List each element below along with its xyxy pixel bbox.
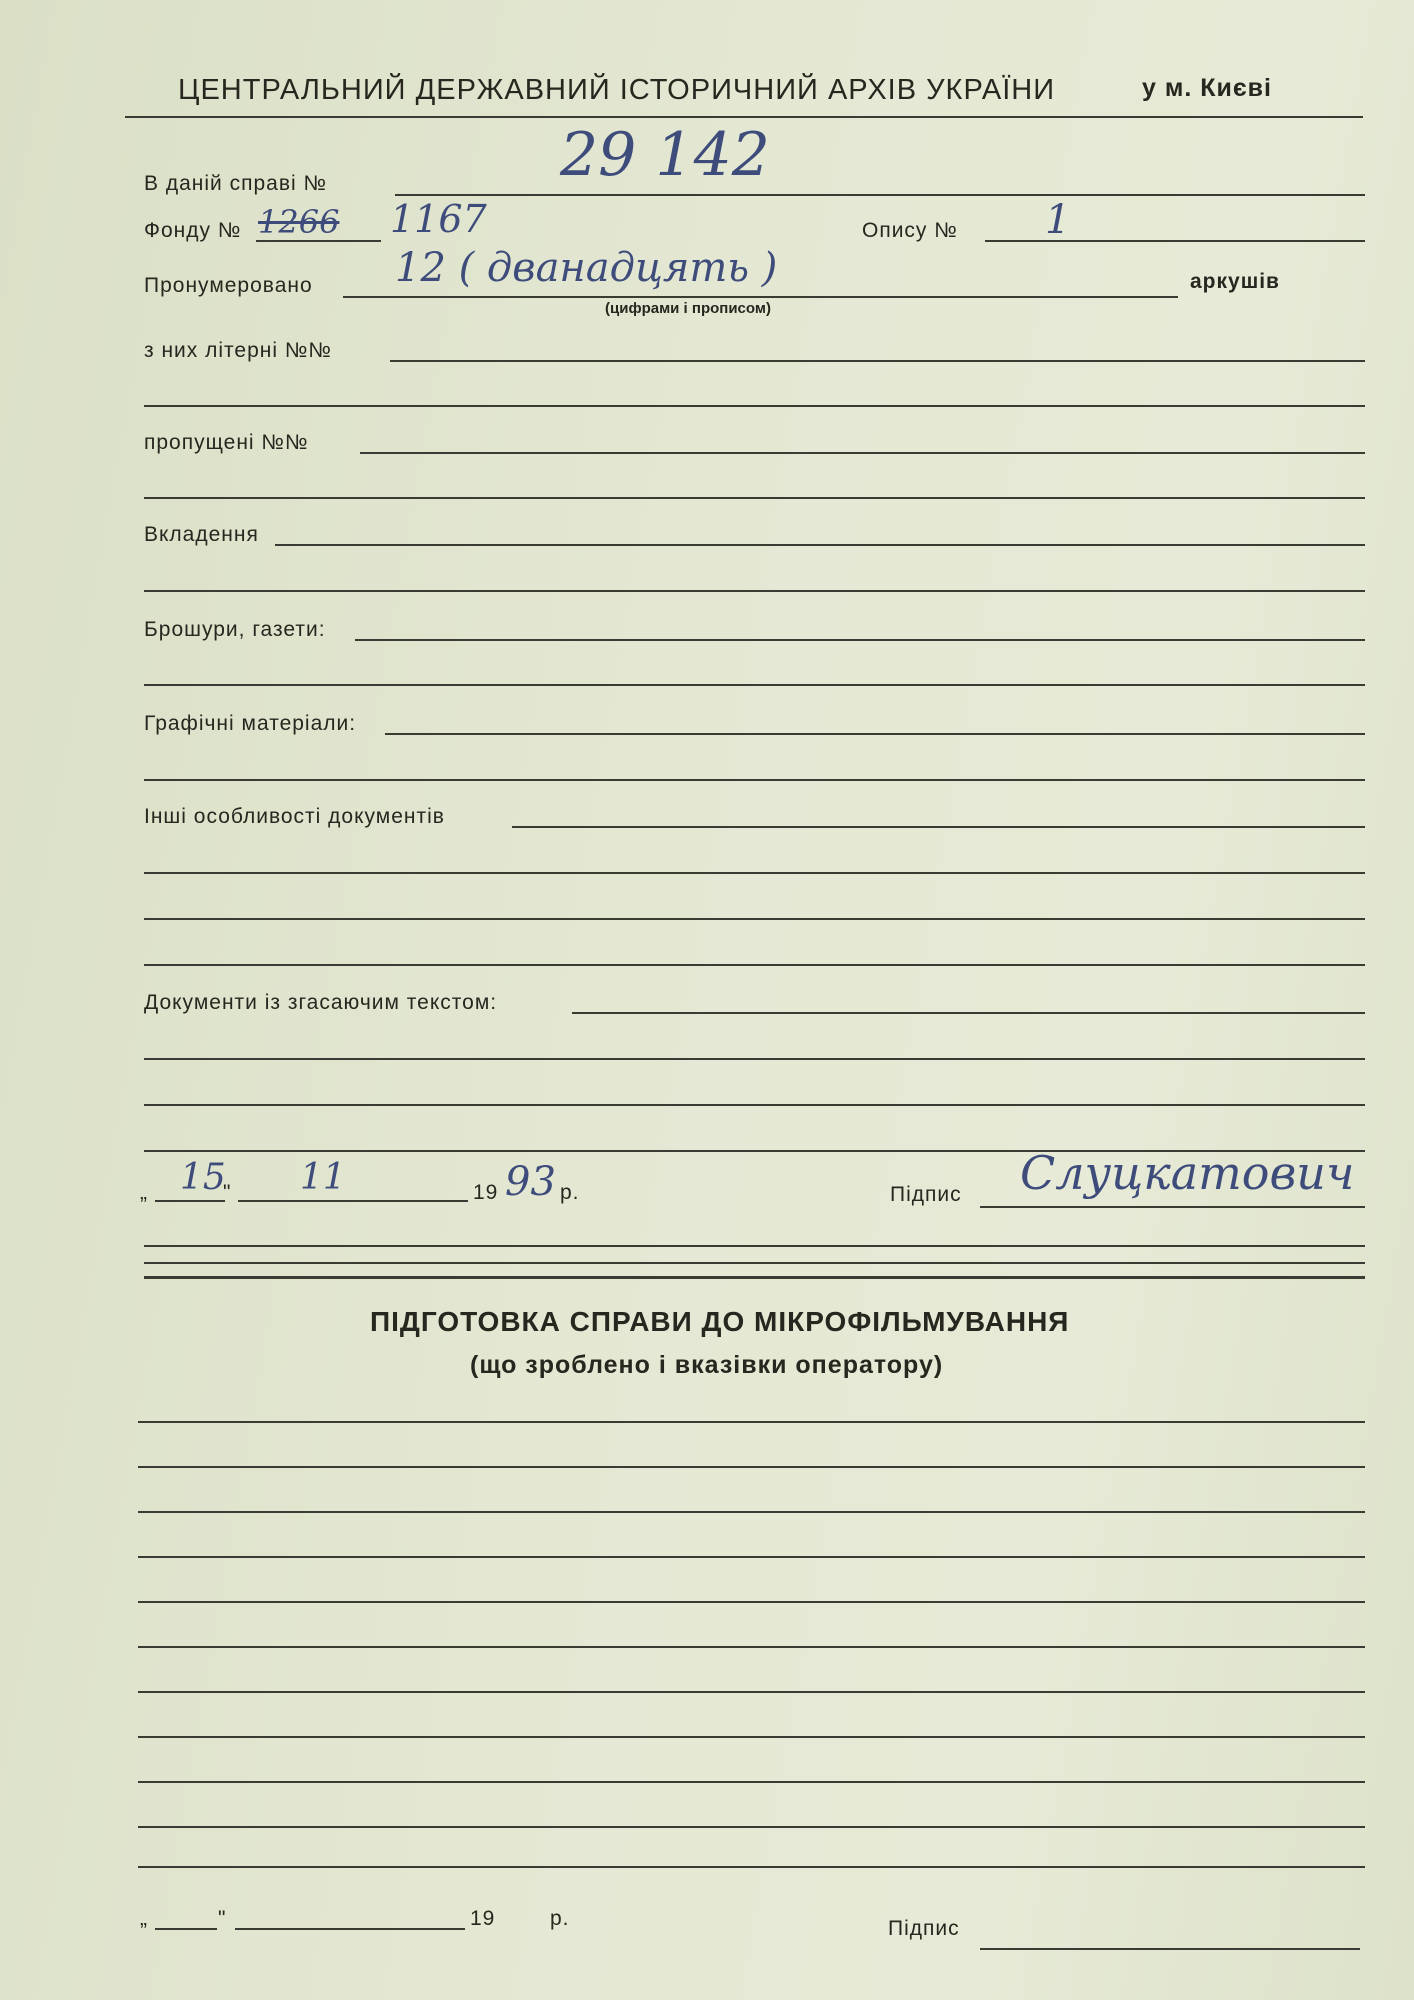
- other-features-label: Інші особливості документів: [144, 805, 445, 828]
- microfilm-date-year-prefix: 19: [470, 1907, 496, 1930]
- microfilm-line-2: [138, 1466, 1365, 1468]
- other-features-line-3: [144, 918, 1365, 920]
- fond-value-old: 1266: [258, 203, 340, 241]
- attachments-line-2: [144, 590, 1365, 592]
- graphics-line-2: [144, 779, 1365, 781]
- other-features-line-4: [144, 964, 1365, 966]
- footer-line-1: [144, 1245, 1365, 1247]
- signature-label: Підпис: [890, 1183, 962, 1206]
- microfilm-date-close-quote: ": [218, 1907, 227, 1930]
- fading-text-label: Документи із згасаючим текстом:: [144, 991, 498, 1014]
- microfilm-line-4: [138, 1556, 1365, 1558]
- microfilm-line-7: [138, 1691, 1365, 1693]
- fading-text-line: [572, 1012, 1365, 1014]
- microfilm-line-5: [138, 1601, 1365, 1603]
- microfilm-line-10: [138, 1826, 1365, 1828]
- microfilm-line-8: [138, 1736, 1365, 1738]
- section-divider: [144, 1276, 1365, 1279]
- microfilm-line-9: [138, 1781, 1365, 1783]
- letters-line-2: [144, 405, 1365, 407]
- skipped-label: пропущені №№: [144, 431, 309, 454]
- numbered-unit: аркушів: [1190, 270, 1280, 293]
- attachments-line: [275, 544, 1365, 546]
- letters-label: з них літерні №№: [144, 339, 332, 362]
- graphics-line: [385, 733, 1365, 735]
- fading-text-line-2: [144, 1058, 1365, 1060]
- microfilm-date-month-line: [235, 1928, 465, 1930]
- signature-value: Слуцкатович: [1020, 1146, 1355, 1200]
- date-close-quote: ": [223, 1181, 232, 1204]
- microfilm-line-6: [138, 1646, 1365, 1648]
- date-day-value: 15: [180, 1157, 226, 1198]
- opis-value: 1: [1045, 197, 1071, 243]
- brochures-label: Брошури, газети:: [144, 618, 326, 641]
- fond-label: Фонду №: [144, 219, 242, 242]
- date-year-value: 93: [505, 1159, 556, 1205]
- microfilm-signature-line: [980, 1948, 1360, 1950]
- brochures-line: [355, 639, 1365, 641]
- graphics-label: Графічні матеріали:: [144, 712, 357, 735]
- fading-text-line-3: [144, 1104, 1365, 1106]
- microfilm-date-day-line: [155, 1928, 217, 1930]
- microfilm-line-3: [138, 1511, 1365, 1513]
- archive-city: у м. Києві: [1142, 74, 1272, 102]
- case-number-line: [395, 194, 1365, 196]
- footer-line-2: [144, 1262, 1365, 1264]
- brochures-line-2: [144, 684, 1365, 686]
- microfilm-title: ПІДГОТОВКА СПРАВИ ДО МІКРОФІЛЬМУВАННЯ: [370, 1306, 1070, 1337]
- other-features-line-2: [144, 872, 1365, 874]
- date-open-quote: „: [140, 1181, 148, 1204]
- header-rule: [125, 116, 1363, 118]
- numbered-hint: (цифрами і прописом): [605, 300, 771, 317]
- date-suffix: р.: [560, 1181, 580, 1204]
- date-month-line: [238, 1200, 468, 1202]
- opis-line: [985, 240, 1365, 242]
- case-number-value: 29 142: [560, 120, 770, 190]
- letters-line: [390, 360, 1365, 362]
- microfilm-signature-label: Підпис: [888, 1917, 960, 1940]
- date-year-prefix: 19: [473, 1181, 499, 1204]
- other-features-line: [512, 826, 1365, 828]
- numbered-line: [343, 296, 1178, 298]
- archive-title: ЦЕНТРАЛЬНИЙ ДЕРЖАВНИЙ ІСТОРИЧНИЙ АРХІВ УКРАЇНИ: [178, 74, 1056, 106]
- attachments-label: Вкладення: [144, 523, 259, 546]
- skipped-line: [360, 452, 1365, 454]
- microfilm-line-1: [138, 1421, 1365, 1423]
- date-month-value: 11: [300, 1157, 346, 1198]
- microfilm-date-open-quote: „: [140, 1907, 148, 1930]
- fond-value: 1167: [390, 197, 487, 241]
- date-day-line: [155, 1200, 225, 1202]
- opis-label: Опису №: [862, 219, 958, 242]
- signature-line: [980, 1206, 1365, 1208]
- microfilm-subtitle: (що зроблено і вказівки оператору): [470, 1351, 944, 1379]
- microfilm-line-11: [138, 1866, 1365, 1868]
- case-number-label: В даній справі №: [144, 172, 328, 195]
- numbered-label: Пронумеровано: [144, 274, 313, 297]
- numbered-value: 12 ( дванадцять ): [395, 245, 778, 291]
- skipped-line-2: [144, 497, 1365, 499]
- microfilm-date-suffix: р.: [550, 1907, 570, 1930]
